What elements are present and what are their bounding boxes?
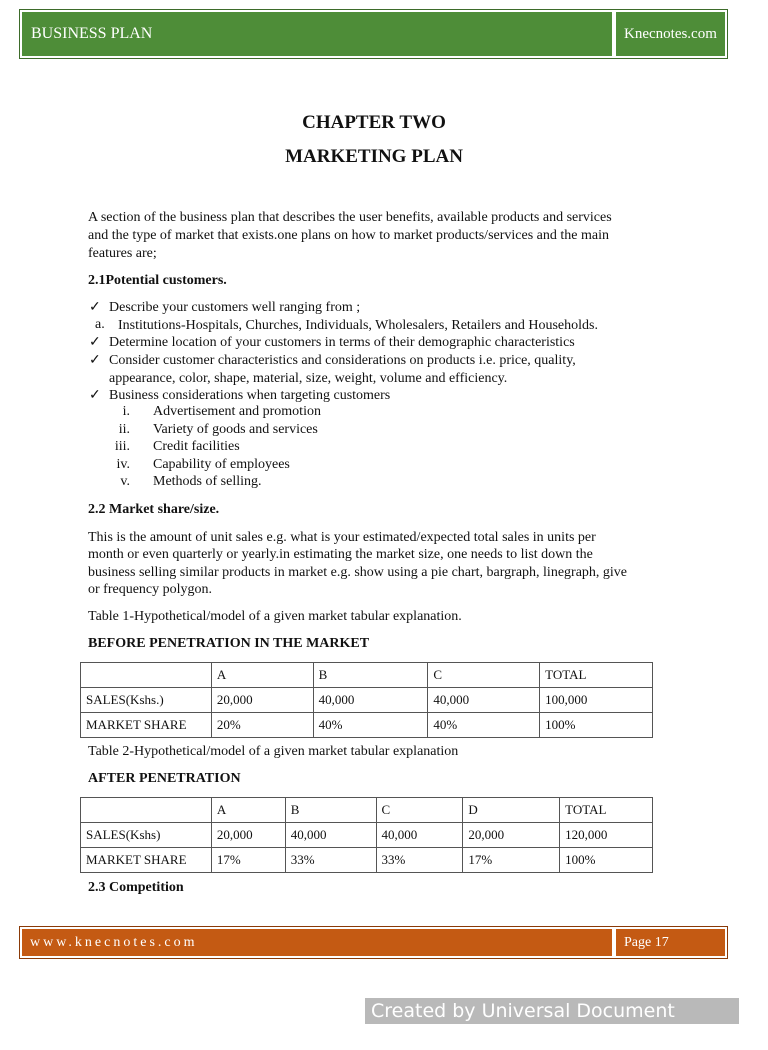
roman-item: Methods of selling.: [153, 474, 262, 489]
page-header: [19, 9, 728, 59]
table-cell: 40%: [428, 713, 540, 738]
footer-url: www.knecnotes.com: [22, 929, 612, 956]
table-cell: 33%: [376, 848, 463, 873]
table-cell: 40%: [313, 713, 428, 738]
table-cell: TOTAL: [540, 663, 653, 688]
table-row: [81, 823, 653, 848]
table-cell: MARKET SHARE: [81, 713, 212, 738]
table-cell: 20,000: [463, 823, 560, 848]
table2-heading: AFTER PENETRATION: [88, 771, 241, 786]
table1-caption: Table 1-Hypothetical/model of a given market tabular explanation.: [88, 609, 462, 624]
chapter-heading: CHAPTER TWO: [302, 112, 446, 133]
market-text-line-4: or frequency polygon.: [88, 582, 213, 597]
table-cell: 20,000: [211, 688, 313, 713]
market-text-line-2: month or even quarterly or yearly.in estimating the market size, one needs to list down the: [88, 547, 593, 562]
bullet-characteristics: Consider customer characteristics and considerations on products i.e. price, quality,: [109, 353, 576, 368]
intro-line-3: features are;: [88, 246, 157, 261]
table-cell: 40,000: [428, 688, 540, 713]
table-row: [81, 663, 653, 688]
table-cell: A: [211, 798, 285, 823]
table-cell: 20%: [211, 713, 313, 738]
table-cell: SALES(Kshs.): [81, 688, 212, 713]
roman-marker: ii.: [118, 422, 130, 437]
intro-line-1: A section of the business plan that describes the user benefits, available products and services: [88, 210, 612, 225]
table-cell: 17%: [211, 848, 285, 873]
roman-item: Capability of employees: [153, 457, 290, 472]
table-row: [81, 848, 653, 873]
bullet-institutions: Institutions-Hospitals, Churches, Individuals, Wholesalers, Retailers and Households.: [118, 318, 598, 333]
table-cell: A: [211, 663, 313, 688]
table-cell: 33%: [285, 848, 376, 873]
table-cell: [81, 663, 212, 688]
bullet-describe: Describe your customers well ranging from ;: [109, 300, 361, 315]
table-cell: 20,000: [211, 823, 285, 848]
header-title: BUSINESS PLAN: [22, 12, 612, 56]
table-cell: D: [463, 798, 560, 823]
page-footer: [19, 926, 728, 959]
table-cell: 100%: [560, 848, 653, 873]
roman-item: Variety of goods and services: [153, 422, 318, 437]
check-icon: ✓: [89, 388, 101, 403]
check-icon: ✓: [89, 353, 101, 368]
table-cell: 100%: [540, 713, 653, 738]
table-cell: MARKET SHARE: [81, 848, 212, 873]
table-row: [81, 713, 653, 738]
bullet-location: Determine location of your customers in terms of their demographic characteristics: [109, 335, 575, 350]
after-penetration-table: [80, 797, 653, 873]
bullet-characteristics-cont: appearance, color, shape, material, size, weight, volume and efficiency.: [109, 371, 508, 386]
table-row: [81, 688, 653, 713]
table1-heading: BEFORE PENETRATION IN THE MARKET: [88, 636, 370, 651]
converter-watermark: Created by Universal Document Converter: [365, 998, 739, 1024]
roman-marker: v.: [120, 474, 130, 489]
table-cell: C: [428, 663, 540, 688]
check-icon: ✓: [89, 335, 101, 350]
section-2-2-heading: 2.2 Market share/size.: [88, 502, 220, 517]
table-cell: 40,000: [376, 823, 463, 848]
roman-marker: iv.: [116, 457, 130, 472]
header-site: Knecnotes.com: [616, 12, 725, 56]
table-cell: B: [313, 663, 428, 688]
table-cell: 40,000: [313, 688, 428, 713]
market-text-line-1: This is the amount of unit sales e.g. what is your estimated/expected total sales in units per: [88, 530, 596, 545]
page-number: Page 17: [616, 929, 725, 956]
table-cell: B: [285, 798, 376, 823]
roman-marker: iii.: [114, 439, 130, 454]
table-cell: 100,000: [540, 688, 653, 713]
table-row: [81, 798, 653, 823]
table-cell: SALES(Kshs): [81, 823, 212, 848]
roman-item: Advertisement and promotion: [153, 404, 321, 419]
list-marker-a: a.: [95, 317, 105, 332]
market-text-line-3: business selling similar products in market e.g. show using a pie chart, bargraph, linegraph, give: [88, 565, 628, 580]
intro-line-2: and the type of market that exists.one plans on how to market products/services and the main: [88, 228, 609, 243]
section-2-1-heading: 2.1Potential customers.: [88, 273, 227, 288]
bullet-considerations: Business considerations when targeting customers: [109, 388, 391, 403]
table-cell: 17%: [463, 848, 560, 873]
check-icon: ✓: [89, 300, 101, 315]
before-penetration-table: [80, 662, 653, 738]
table-cell: 120,000: [560, 823, 653, 848]
roman-item: Credit facilities: [153, 439, 240, 454]
table-cell: C: [376, 798, 463, 823]
page-title: MARKETING PLAN: [285, 146, 463, 167]
table2-caption: Table 2-Hypothetical/model of a given market tabular explanation: [88, 744, 459, 759]
table-cell: TOTAL: [560, 798, 653, 823]
section-2-3-heading: 2.3 Competition: [88, 880, 184, 895]
roman-marker: i.: [122, 404, 130, 419]
table-cell: [81, 798, 212, 823]
table-cell: 40,000: [285, 823, 376, 848]
